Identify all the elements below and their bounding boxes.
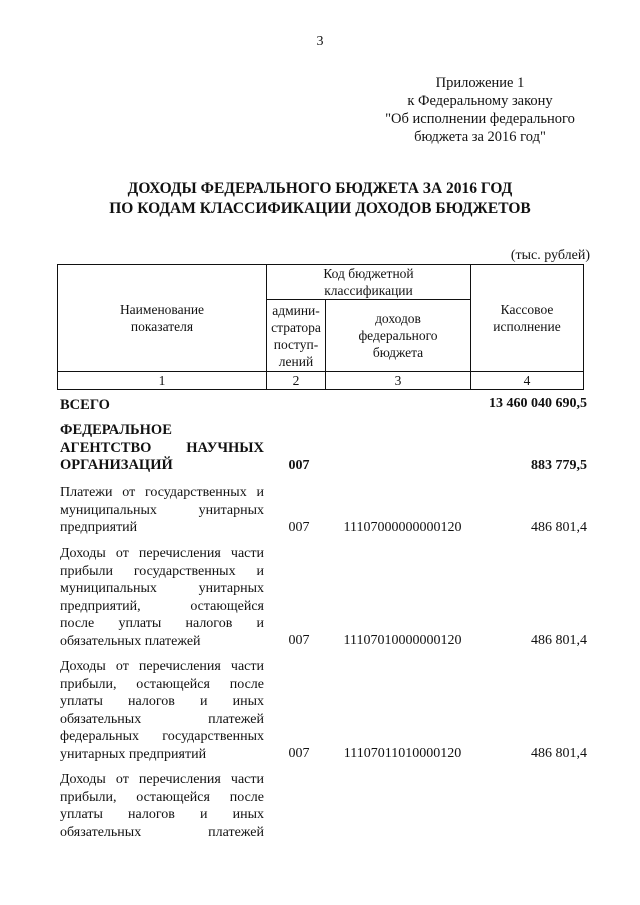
name-line: прибыли, остающейся после <box>60 789 264 805</box>
name-line: после уплаты налогов и <box>60 616 264 631</box>
row-amount: 486 801,4 <box>531 633 587 648</box>
table-header <box>57 264 584 390</box>
name-line: Доходы от перечисления части <box>60 659 264 674</box>
name-line: прибыли государственных и <box>60 563 264 579</box>
header-text: стратора <box>271 319 321 335</box>
header-income-column <box>326 300 471 372</box>
row-admin-code: 007 <box>288 520 310 535</box>
units-label: (тыс. рублей) <box>510 248 590 263</box>
name-line: ОРГАНИЗАЦИЙ <box>60 457 173 473</box>
name-line: прибыли, остающейся после <box>60 676 264 692</box>
row-name <box>60 658 264 763</box>
row-name <box>60 545 264 650</box>
name-line: унитарных предприятий <box>60 746 207 762</box>
appendix-note <box>330 74 630 146</box>
row-income-code: 11107011010000120 <box>343 746 462 761</box>
header-number: 3 <box>326 372 471 390</box>
row-name <box>60 484 264 537</box>
name-line: Доходы от перечисления части <box>60 772 264 787</box>
header-admin-column <box>267 300 326 372</box>
header-name-column <box>58 265 267 372</box>
row-name <box>60 422 264 475</box>
name-line: ФЕДЕРАЛЬНОЕ <box>60 422 172 438</box>
row-income-code: 11107010000000120 <box>343 633 462 648</box>
row-income-code: 11107000000000120 <box>343 520 462 535</box>
header-text: классификации <box>324 283 413 299</box>
header-number: 2 <box>267 372 326 390</box>
row-admin-code: 007 <box>288 746 310 761</box>
row-name <box>60 771 264 841</box>
name-line: обязательных платежей <box>60 824 264 840</box>
name-line: предприятий, остающейся <box>60 598 264 614</box>
name-line: Доходы от перечисления части <box>60 546 264 561</box>
name-line: федеральных государственных <box>60 729 264 744</box>
row-admin-code: 007 <box>288 458 310 473</box>
title-line: ПО КОДАМ КЛАССИФИКАЦИИ ДОХОДОВ БЮДЖЕТОВ <box>109 200 531 217</box>
appendix-line: Приложение 1 <box>435 75 525 91</box>
header-text: Код бюджетной <box>323 266 414 282</box>
name-line: Платежи от государственных и <box>60 485 264 500</box>
row-amount: 13 460 040 690,5 <box>489 396 587 411</box>
header-text: поступ- <box>273 336 319 352</box>
name-line: обязательных платежей <box>60 633 201 649</box>
header-text: показателя <box>130 319 194 334</box>
name-line: уплаты налогов и иных <box>60 807 264 822</box>
name-line: предприятий <box>60 520 138 535</box>
header-text: федерального <box>358 328 438 344</box>
name-line: обязательных платежей <box>60 711 264 727</box>
header-code-group <box>267 265 471 300</box>
name-line: муниципальных унитарных <box>60 581 264 596</box>
row-amount: 486 801,4 <box>531 520 587 535</box>
header-number: 4 <box>471 372 584 390</box>
header-text: Кассовое <box>500 302 554 317</box>
header-text: исполнение <box>493 319 561 334</box>
document-title <box>40 179 600 219</box>
header-cash-column <box>471 265 584 372</box>
appendix-line: бюджета за 2016 год" <box>414 129 546 145</box>
name-line: АГЕНТСТВО НАУЧНЫХ <box>60 439 264 456</box>
row-amount: 486 801,4 <box>531 746 587 761</box>
name-line: муниципальных унитарных <box>60 502 264 518</box>
header-number: 1 <box>58 372 267 390</box>
title-line: ДОХОДЫ ФЕДЕРАЛЬНОГО БЮДЖЕТА ЗА 2016 ГОД <box>127 180 513 197</box>
row-admin-code: 007 <box>288 633 310 648</box>
page-number: 3 <box>316 34 324 49</box>
header-text: админи- <box>272 302 320 318</box>
header-text: лений <box>278 353 314 369</box>
name-line: уплаты налогов и иных <box>60 694 264 709</box>
row-name <box>60 397 264 415</box>
header-text: бюджета <box>372 345 424 361</box>
row-amount: 883 779,5 <box>531 458 587 473</box>
appendix-line: к Федеральному закону <box>407 93 553 109</box>
appendix-line: "Об исполнении федерального <box>385 111 575 127</box>
header-text: доходов <box>375 311 421 327</box>
header-text: Наименование <box>119 302 205 317</box>
name-line: ВСЕГО <box>60 397 110 413</box>
